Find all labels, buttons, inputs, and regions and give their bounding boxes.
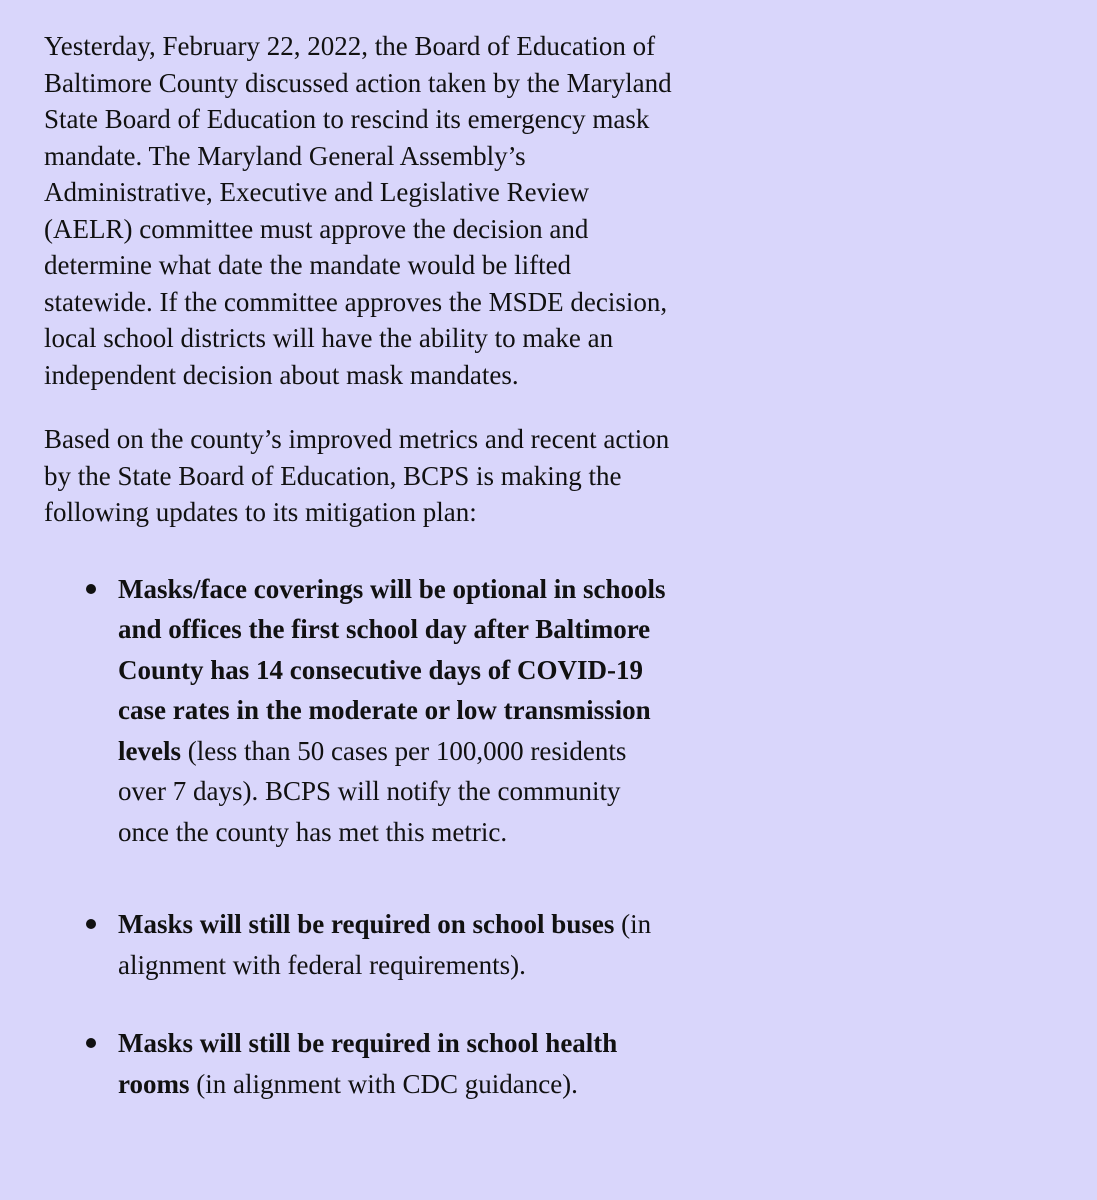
bullet-bold-text: Masks/face coverings will be optional in schools and offices the first school day after Baltimore County has 14 consecutive days of COVID-19 case rates in the moderate or low transmission levels xyxy=(118,573,666,766)
intro-paragraph: Yesterday, February 22, 2022, the Board of Education of Baltimore County discussed action taken by the Maryland State Board of Education to rescind its emergency mask mandate. The Maryland General Assembly’s Administrative, Executive and Legislative Review (AELR) committee must approve the decision and determine what date the mandate would be lifted statewide. If the committee approves the MSDE decision, local school districts will have the ability to make an independent decision about mask mandates. xyxy=(44,31,672,390)
bullet-bold-text: Masks will still be required in school health rooms xyxy=(118,1028,618,1099)
bullet-icon xyxy=(86,919,96,929)
mitigation-updates-list xyxy=(44,569,1097,1105)
bullet-normal-text: (in alignment with federal requirements). xyxy=(118,909,652,980)
bullet-icon xyxy=(86,584,96,594)
list-item-health-rooms xyxy=(44,1023,678,1104)
list-item-mask-optional xyxy=(44,569,678,853)
list-item-school-buses xyxy=(44,904,678,985)
bullet-normal-text: (in alignment with CDC guidance). xyxy=(189,1068,578,1099)
bullet-bold-text: Masks will still be required on school buses xyxy=(118,909,615,939)
bullet-normal-text: (less than 50 cases per 100,000 residents over 7 days). BCPS will notify the community once the county has met this metric. xyxy=(118,735,627,847)
bullet-icon xyxy=(86,1038,96,1048)
updates-paragraph: Based on the county’s improved metrics and recent action by the State Board of Education, BCPS is making the following updates to its mitigation plan: xyxy=(44,424,670,527)
